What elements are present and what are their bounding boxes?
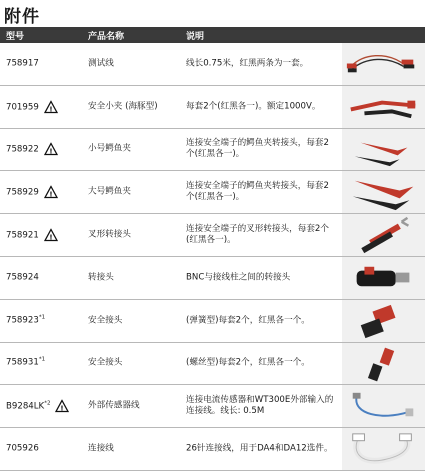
test-leads-icon bbox=[342, 43, 425, 85]
product-description: 26针连接线，用于DA4和DA12选件。 bbox=[186, 443, 333, 454]
model-number: 701959 bbox=[6, 102, 39, 113]
product-image bbox=[342, 129, 425, 171]
product-name: 安全接头 bbox=[88, 357, 123, 368]
product-name: 转接头 bbox=[88, 272, 114, 283]
model-number: 758917 bbox=[6, 58, 39, 69]
product-name: 小号鳄鱼夹 bbox=[88, 143, 131, 154]
table-row bbox=[0, 129, 425, 172]
product-name: 安全小夹 (海豚型) bbox=[88, 101, 158, 112]
screw-safety-terminal-icon bbox=[342, 343, 425, 385]
header-name: 产品名称 bbox=[88, 32, 125, 42]
product-name: 测试线 bbox=[88, 58, 114, 69]
row-model bbox=[6, 272, 39, 283]
warning-icon bbox=[44, 100, 58, 113]
row-model bbox=[6, 58, 39, 69]
row-model bbox=[6, 444, 39, 455]
small-alligator-clip-icon bbox=[342, 129, 425, 171]
product-description: 连接安全端子的叉形转接头，每套2个(红黑各一)。 bbox=[186, 224, 329, 246]
model-number: 758931 bbox=[6, 357, 39, 368]
product-image bbox=[342, 214, 425, 256]
product-name: 叉形转接头 bbox=[88, 229, 131, 240]
product-description: 连接安全端子的鳄鱼夹转接头，每套2个(红黑各一)。 bbox=[186, 181, 329, 203]
bnc-adapter-icon bbox=[342, 257, 425, 299]
product-image bbox=[342, 171, 425, 213]
product-image bbox=[342, 43, 425, 85]
product-image bbox=[342, 300, 425, 342]
table-row bbox=[0, 300, 425, 343]
product-description: (弹簧型)每套2个，红黑各一个。 bbox=[186, 315, 310, 326]
row-model bbox=[6, 186, 58, 199]
svg-text:!: ! bbox=[48, 105, 53, 114]
ribbon-cable-icon bbox=[342, 428, 425, 470]
svg-text:!: ! bbox=[60, 404, 64, 413]
model-number: 758921 bbox=[6, 230, 39, 241]
product-image bbox=[342, 86, 425, 128]
model-number: 758923 bbox=[6, 315, 39, 326]
model-number: 758922 bbox=[6, 144, 39, 155]
row-model bbox=[6, 315, 45, 326]
product-name: 外部传感器线 bbox=[88, 400, 140, 411]
model-number: B9284LK bbox=[6, 401, 45, 412]
product-name: 安全接头 bbox=[88, 315, 123, 326]
product-description: 连接电流传感器和WT300E外部输入的连接线。线长: 0.5M bbox=[186, 395, 334, 417]
table-row bbox=[0, 428, 425, 471]
row-model bbox=[6, 100, 58, 113]
product-name: 连接线 bbox=[88, 443, 114, 454]
footnote-ref: *1 bbox=[38, 357, 46, 364]
row-model bbox=[6, 143, 58, 156]
product-image bbox=[342, 385, 425, 427]
table-row bbox=[0, 257, 425, 300]
spring-safety-terminal-icon bbox=[342, 300, 425, 342]
product-name: 大号鳄鱼夹 bbox=[88, 186, 131, 197]
product-description: 连接安全端子的鳄鱼夹转接头，每套2个(红黑各一)。 bbox=[186, 138, 329, 160]
model-number: 705926 bbox=[6, 443, 39, 454]
table-row bbox=[0, 43, 425, 86]
table-row bbox=[0, 343, 425, 386]
model-number: 758924 bbox=[6, 272, 39, 283]
row-model bbox=[6, 358, 45, 369]
product-image bbox=[342, 257, 425, 299]
header-model: 型号 bbox=[6, 32, 25, 42]
svg-text:!: ! bbox=[48, 233, 53, 242]
page-title: 附件 bbox=[4, 7, 40, 27]
row-model bbox=[6, 229, 58, 242]
product-description: BNC与接线柱之间的转接头 bbox=[186, 272, 291, 283]
warning-icon bbox=[55, 400, 69, 413]
warning-icon bbox=[44, 186, 58, 199]
fork-terminal-icon bbox=[342, 214, 425, 256]
product-image bbox=[342, 428, 425, 470]
product-image bbox=[342, 343, 425, 385]
table-row bbox=[0, 214, 425, 257]
large-alligator-clip-icon bbox=[342, 171, 425, 213]
header-desc: 说明 bbox=[186, 32, 205, 42]
table-header bbox=[0, 27, 425, 43]
warning-icon bbox=[44, 143, 58, 156]
table-body bbox=[0, 43, 425, 471]
product-description: (螺丝型)每套2个，红黑各一个。 bbox=[186, 357, 310, 368]
product-description: 每套2个(红黑各一)。额定1000V。 bbox=[186, 101, 321, 112]
sensor-cable-icon bbox=[342, 385, 425, 427]
warning-icon bbox=[44, 229, 58, 242]
table-row bbox=[0, 171, 425, 214]
svg-text:!: ! bbox=[48, 147, 53, 156]
product-description: 线长0.75米，红黑两条为一套。 bbox=[186, 58, 309, 69]
table-row bbox=[0, 86, 425, 129]
svg-text:!: ! bbox=[48, 190, 53, 199]
safety-mini-clip-icon bbox=[342, 86, 425, 128]
row-model bbox=[6, 400, 69, 413]
model-number: 758929 bbox=[6, 187, 39, 198]
footnote-ref: *1 bbox=[38, 314, 46, 321]
footnote-ref: *2 bbox=[44, 400, 51, 407]
table-row bbox=[0, 385, 425, 428]
